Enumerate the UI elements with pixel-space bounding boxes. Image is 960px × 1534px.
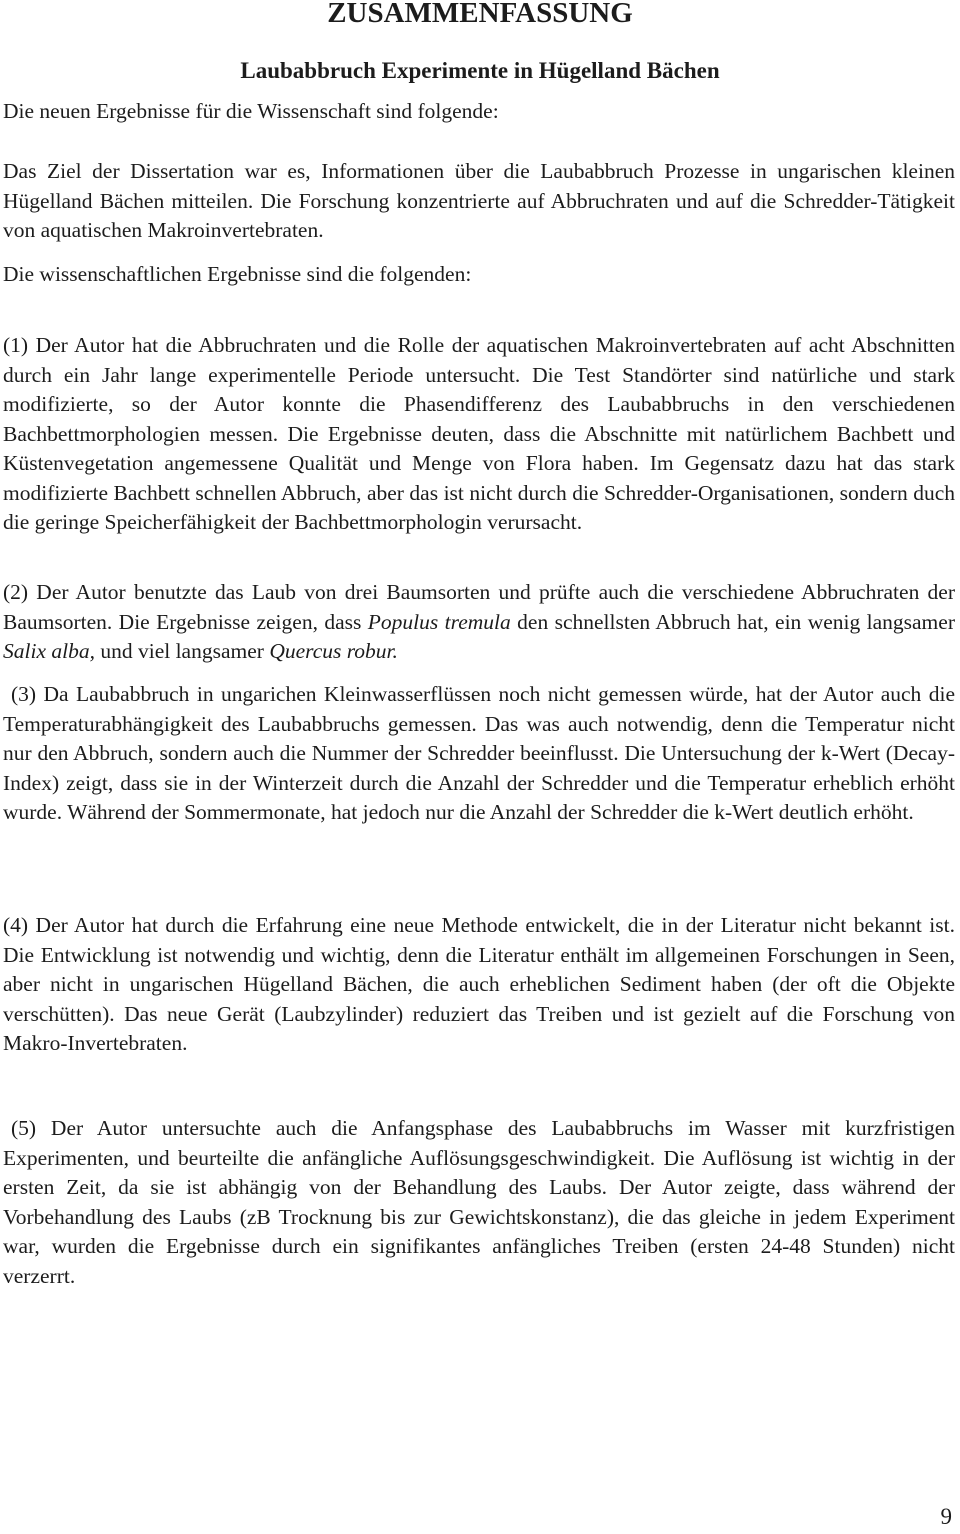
result-point-5: (5) Der Autor untersuchte auch die Anfangsphase des Laubabbruchs im Wasser mit kurzfristigen Experimenten, und beurteilte die anfängliche Auflösungsgeschwindigkeit. Die Auflösung ist wichtig in der ersten Zeit, da sie ist abhängig von der Behandlung des Laubs. Der Autor zeigte, dass während der Vorbehandlung des Laubs (zB Trocknung bis zur Gewichtskonstanz), die das gleiche in jedem Experiment war, wurden die Ergebnisse durch ein signifikantes anfängliches Treiben (ersten 24-48 Stunden) nicht verzerrt. bbox=[3, 1116, 955, 1288]
goal-paragraph: Das Ziel der Dissertation war es, Informationen über die Laubabbruch Prozesse in ungarischen kleinen Hügelland Bächen mitteilen. Die Forschung konzentrierte auf Abbruchraten und auf die Schredder-Tätigkeit von aquatischen Makroinvertebraten. bbox=[3, 159, 955, 242]
results-intro: Die wissenschaftlichen Ergebnisse sind die folgenden: bbox=[3, 262, 472, 286]
point-2-text-c: und viel langsamer bbox=[94, 639, 270, 663]
page-subtitle: Laubabbruch Experimente in Hügelland Bächen bbox=[240, 58, 720, 83]
point-2-text-b: den schnellsten Abbruch hat, ein wenig langsamer bbox=[510, 609, 955, 634]
intro-line: Die neuen Ergebnisse für die Wissenschaft sind folgende: bbox=[3, 99, 499, 123]
result-point-3: (3) Da Laubabbruch in ungarichen Kleinwasserflüssen noch nicht gemessen würde, hat der Autor auch die Temperaturabhängigkeit des Laubabbruchs gemessen. Das was auch notwendig, denn die Temperatur nicht nur den Abbruch, sondern auch die Nummer der Schredder beeinflusst. Die Untersuchung der k-Wert (Decay-Index) zeigt, dass sie in der Winterzeit durch die Anzahl der Schredder und die Temperatur erheblich erhöht wurde. Während der Sommermonate, hat jedoch nur die Anzahl der Schredder die k-Wert deutlich erhöht. bbox=[3, 682, 955, 824]
page-number: 9 bbox=[940, 1504, 952, 1529]
page-title: ZUSAMMENFASSUNG bbox=[327, 0, 633, 29]
species-quercus-robur: Quercus robur. bbox=[269, 639, 398, 663]
result-point-2 bbox=[3, 578, 955, 667]
result-point-1: (1) Der Autor hat die Abbruchraten und die Rolle der aquatischen Makroinvertebraten auf acht Abschnitten durch ein Jahr lange experimentelle Periode untersucht. Die Test Standörter sind natürliche und stark modifizierte, so der Autor konnte die Phasendifferenz des Laubabbruchs in den verschiedenen Bachbettmorphologien messen. Die Ergebnisse deuten, dass die Abschnitte mit natürlichem Bachbett und Küstenvegetation angemessene Qualität und Menge von Flora haben. Im Gegensatz dazu hat das stark modifizierte Bachbett schnellen Abbruch, aber das ist nicht durch die Schredder-Organisationen, sondern duch die geringe Speicherfähigkeit der Bachbettmorphologin verursacht. bbox=[3, 333, 955, 534]
point-2-text-a: (2) Der Autor benutzte das Laub von drei Baumsorten und prüfte auch die verschiedene Abbruchraten der Baumsorten. Die Ergebnisse zeigen, dass bbox=[3, 580, 955, 634]
species-populus-tremula: Populus tremula bbox=[367, 609, 511, 634]
result-point-4: (4) Der Autor hat durch die Erfahrung eine neue Methode entwickelt, die in der Literatur nicht bekannt ist. Die Entwicklung ist notwendig und wichtig, denn die Literatur enthält im allgemeinen Forschungen in Seen, aber nicht in ungarischen Hügelland Bächen, die auch erheblichen Sediment haben (der oft die Objekte verschütten). Das neue Gerät (Laubzylinder) reduziert das Treiben und ist gezielt auf die Forschung von Makro-Invertebraten. bbox=[3, 913, 955, 1055]
species-salix-alba: Salix alba, bbox=[3, 639, 95, 663]
